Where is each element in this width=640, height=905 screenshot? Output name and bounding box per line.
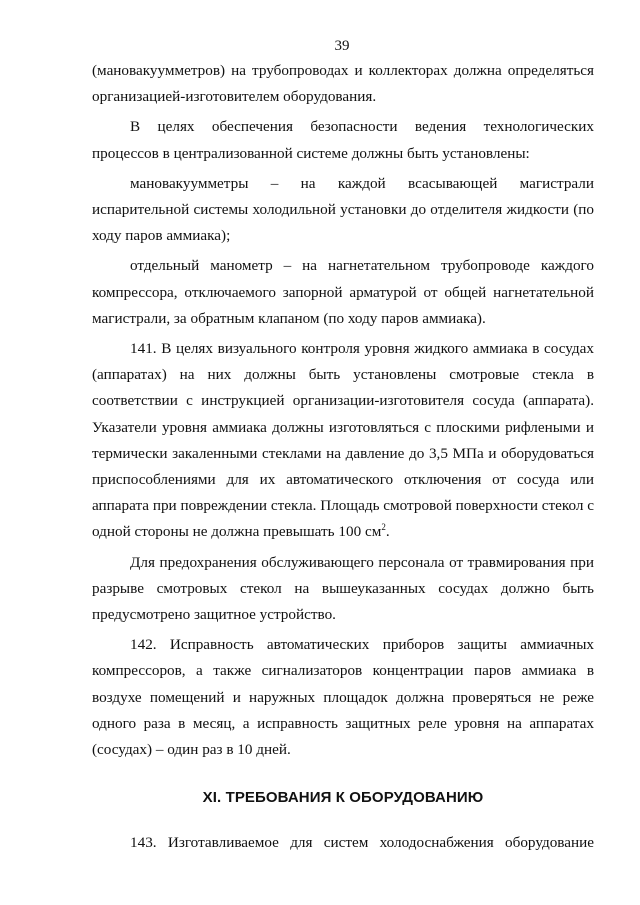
paragraph-safety-intro: В целях обеспечения безопасности ведения технологических процессов в централизованной системе должны быть установлены:: [92, 118, 594, 162]
paragraph-141-text: 141. В целях визуального контроля уровня жидкого аммиака в сосудах (аппаратах) на них должны быть установлены смотровые стекла в соответствии с инструкцией организации-изготовителя сосуда (аппарата). Указатели уровня аммиака должны изготовляться с плоскими рифлеными и термически закаленными стеклами на давление до 3,5 МПа и оборудоваться приспособлениями для их автоматического отключения от сосуда или аппарата при повреждении стекла. Площадь смотровой поверхности стекол с одной стороны не должна превышать 100 см: [92, 340, 595, 541]
paragraph-141: [92, 336, 594, 546]
paragraph-142: 142. Исправность автоматических приборов защиты аммиачных компрессоров, а также сигнализаторов концентрации паров аммиака в воздухе помещений и наружных площадок должна проверяться не реже одного раза в месяц, а исправность защитных реле уровня на аппаратах (сосудах) – один раз в 10 дней.: [92, 636, 594, 759]
paragraph-separate-manometer: отдельный манометр – на нагнетательном трубопроводе каждого компрессора, отключаемого запорной арматурой от общей нагнетательной магистрали, за обратным клапаном (по ходу паров аммиака).: [92, 257, 594, 327]
paragraph-protection-device: Для предохранения обслуживающего персонала от травмирования при разрыве смотровых стекол на вышеуказанных сосудах должно быть предусмотрено защитное устройство.: [92, 553, 594, 624]
paragraph-143: 143. Изготавливаемое для систем холодоснабжения оборудование: [130, 834, 594, 852]
superscript-squared: 2: [381, 522, 386, 533]
paragraph-141-end: .: [385, 523, 390, 541]
document-page: [92, 36, 594, 856]
section-heading: XI. ТРЕБОВАНИЯ К ОБОРУДОВАНИЮ: [202, 789, 484, 807]
page-number: 39: [334, 38, 350, 54]
paragraph-continuation: (мановакуумметров) на трубопроводах и коллекторах должна определяться организацией-изготовителем оборудования.: [92, 62, 594, 106]
paragraph-vacuum-gauges: мановакуумметры – на каждой всасывающей магистрали испарительной системы холодильной установки до отделителя жидкости (по ходу паров аммиака);: [92, 174, 594, 245]
